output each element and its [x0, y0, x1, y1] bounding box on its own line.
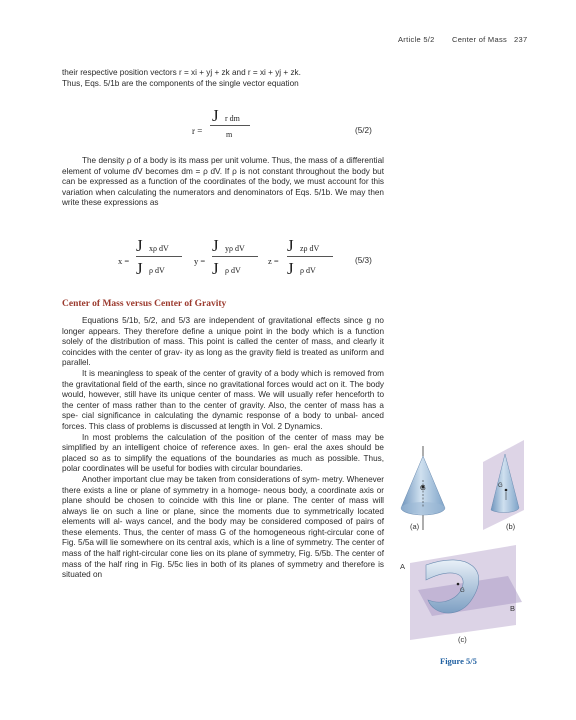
half-cone [483, 440, 524, 530]
eq53-y-int-num: J [212, 236, 219, 255]
figure-label-a: (a) [410, 522, 420, 531]
eq53-number: (5/3) [355, 256, 372, 265]
eq52-numerator: r dm [225, 114, 240, 123]
eq53-z-int-num: J [287, 236, 294, 255]
eq53-x-lhs: x = [118, 256, 130, 266]
eq53-z-lhs: z = [268, 256, 279, 266]
eq53-x-int-num: J [136, 236, 143, 255]
intro-line-1: their respective position vectors r = xi + yj + zk and r = xi + yj + zk. [62, 68, 301, 77]
eq53-y-int-den: J [212, 259, 219, 278]
eq52-integral: J [212, 106, 219, 125]
eq53-z-int-den: J [287, 259, 294, 278]
eq52-denominator: m [226, 130, 233, 139]
eq53-x-bar [136, 256, 182, 257]
paragraph-3: In most problems the calculation of the position of the center of mass may be simplified by an intelligent choice of reference axes. In gen- eral the axes should be placed so as to simplify the equations of the boundaries as much as possible. Thus, polar coordinates will be useful for bodies with circular boundaries. [62, 432, 384, 474]
eq53-x-numerator: xρ dV [149, 244, 169, 253]
half-ring [410, 545, 522, 640]
label-G-b: G [498, 483, 503, 489]
eq52-fraction-bar [210, 125, 250, 126]
paragraph-2: It is meaningless to speak of the center of gravity of a body which is removed from the gravitational field of the earth, since no gravitational forces would act on it. The body would, however, still have its unique center of mass. We will usually refer henceforth to the center of mass rather than to the center of gravity. Also, the center of mass has a spe- cial significance in calculating the dynamic response of a body to unbal- anced forces. This class of problems is discussed at length in Vol. 2 Dynamics. [62, 368, 384, 431]
figure-caption: Figure 5/5 [440, 656, 477, 666]
figure-5-5 [398, 440, 528, 650]
label-G-a: G [420, 483, 426, 492]
eq53-z-denominator: ρ dV [300, 266, 316, 275]
figure-label-b: (b) [506, 522, 516, 531]
eq53-z-bar [287, 256, 333, 257]
eq53-y-denominator: ρ dV [225, 266, 241, 275]
eq53-x-int-den: J [136, 259, 143, 278]
figure-label-c: (c) [458, 635, 467, 644]
eq52-lhs: r = [192, 126, 203, 136]
paragraph-4: Another important clue may be taken from considerations of sym- metry. Whenever there exists a line or plane of symmetry in a homoge- neous body, a coordinate axis or plane should be chosen to coincide with this line or plane. The center of mass will always lie on such a line or plane, since the moments due to symmetrically located elements will al- ways cancel, and the body may be considered composed of pairs of these elements. Thus, the center of mass G of the homogeneous right-circular cone of Fig. 5/5a will lie somewhere on its central axis, which is a line of symmetry. The center of mass of the half right-circular cone lies on its plane of symmetry, Fig. 5/5b. The center of mass of the half ring in Fig. 5/5c lies in both of its planes of symmetry and therefore is situated on [62, 474, 384, 580]
header-article: Article 5/2 [398, 35, 435, 44]
body-text [62, 316, 384, 581]
eq53-y-bar [212, 256, 258, 257]
paragraph-1: Equations 5/1b, 5/2, and 5/3 are independent of gravitational effects since g no longer appears. They therefore define a unique point in the body which is a function solely of the distribution of mass. This point is called the center of mass, and clearly it coincides with the center of grav- ity as long as the gravity field is treated as uniform and parallel. [62, 316, 384, 368]
eq52-number: (5/2) [355, 126, 372, 135]
label-A: A [400, 562, 406, 571]
eq53-y-lhs: y = [194, 256, 206, 266]
header-title: Center of Mass [452, 35, 508, 44]
eq53-x-denominator: ρ dV [149, 266, 165, 275]
density-paragraph: The density ρ of a body is its mass per unit volume. Thus, the mass of a differential element of volume dV becomes dm = ρ dV. If ρ is not constant throughout the body but can be expressed as a function of the coordinates of the body, we must account for this variation when calculating the numerators and denominators of Eqs. 5/1b. We may then write these expressions as [62, 156, 384, 208]
label-G-c: G [460, 588, 465, 594]
intro-line-2: Thus, Eqs. 5/1b are the components of the single vector equation [62, 79, 299, 88]
eq53-z-numerator: zρ dV [300, 244, 320, 253]
label-B: B [510, 604, 516, 613]
eq53-y-numerator: yρ dV [225, 244, 245, 253]
header-page-number: 237 [514, 35, 528, 44]
section-title: Center of Mass versus Center of Gravity [62, 299, 227, 309]
